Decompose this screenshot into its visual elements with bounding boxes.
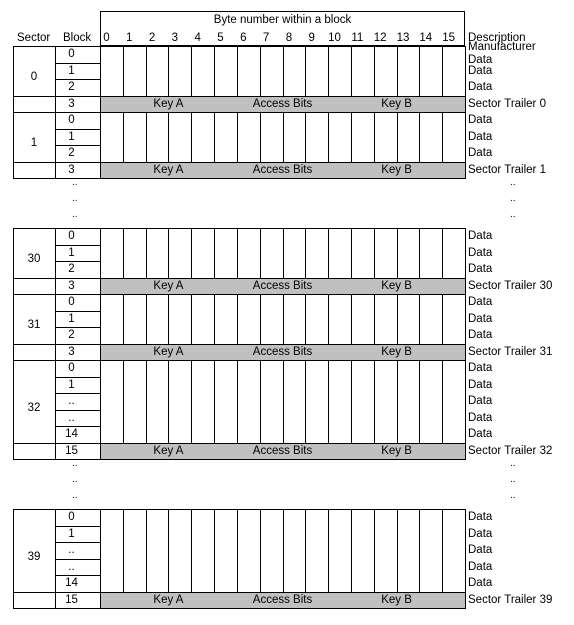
block-number: 2: [68, 329, 75, 341]
description: Data: [468, 312, 493, 325]
byte-column-line: [237, 294, 238, 344]
byte-number: 11: [351, 32, 364, 44]
byte-column-line: [123, 228, 124, 278]
description: Data: [468, 54, 493, 66]
ellipsis-block: ..: [72, 193, 78, 204]
description: Data: [468, 411, 493, 424]
block-number: 14: [65, 577, 78, 589]
byte-column-line: [419, 228, 420, 278]
block-number: 3: [68, 345, 75, 358]
byte-column-line: [442, 360, 443, 443]
description: Data: [468, 395, 493, 407]
block-number: 0: [68, 230, 75, 242]
byte-column-line: [146, 294, 147, 344]
byte-column-line: [191, 112, 192, 162]
byte-column-line: [442, 112, 443, 162]
byte-column-line: [191, 46, 192, 96]
description: Data: [468, 544, 493, 556]
byte-number: 13: [396, 32, 410, 44]
byte-column-line: [397, 228, 398, 278]
description: Sector Trailer 1: [468, 163, 546, 176]
byte-column-line: [374, 46, 375, 96]
sector-bottom-border: [13, 178, 466, 179]
byte-column-line: [442, 46, 443, 96]
key-b-field: Key B: [381, 593, 412, 606]
grid-right-border: [465, 509, 466, 608]
byte-column-line: [419, 46, 420, 96]
description: Data: [468, 362, 493, 374]
byte-column-line: [283, 46, 284, 96]
byte-number: 8: [285, 32, 293, 44]
sector-column-label: Sector: [17, 32, 51, 44]
byte-number: 3: [171, 32, 179, 44]
byte-number: 15: [442, 32, 455, 44]
description: Data: [468, 296, 493, 308]
block-number: 1: [68, 130, 75, 143]
byte-column-line: [214, 46, 215, 96]
byte-column-line: [237, 228, 238, 278]
byte-column-line: [214, 228, 215, 278]
byte-column-line: [191, 509, 192, 592]
block-number: 15: [65, 593, 78, 606]
description: Data: [468, 560, 493, 573]
block-number: 2: [68, 81, 75, 93]
byte-number: 2: [148, 32, 156, 44]
key-a-field: Key A: [153, 345, 184, 358]
description: Data: [468, 130, 493, 143]
trailer-top-line: [13, 162, 55, 163]
byte-number: 5: [217, 32, 224, 44]
byte-column-line: [305, 228, 306, 278]
byte-column-line: [283, 509, 284, 592]
description: Sector Trailer 32: [468, 444, 553, 457]
byte-column-line: [146, 46, 147, 96]
byte-column-line: [191, 228, 192, 278]
byte-column-line: [146, 509, 147, 592]
grid-right-border: [465, 360, 466, 459]
byte-column-line: [351, 228, 352, 278]
byte-column-line: [123, 112, 124, 162]
byte-number: 4: [194, 32, 201, 44]
sector-number: 30: [27, 253, 41, 265]
byte-column-line: [442, 509, 443, 592]
byte-column-line: [214, 509, 215, 592]
byte-column-line: [260, 509, 261, 592]
byte-column-line: [397, 46, 398, 96]
byte-column-line: [419, 294, 420, 344]
block-number: 3: [68, 163, 75, 176]
ellipsis-block: ..: [72, 209, 78, 220]
block-number: 3: [68, 97, 75, 110]
trailer-top-line: [13, 96, 55, 97]
block-number: 1: [68, 312, 75, 325]
key-b-field: Key B: [381, 163, 412, 176]
byte-column-line: [374, 360, 375, 443]
block-number: 0: [68, 114, 75, 126]
byte-column-line: [146, 228, 147, 278]
key-a-field: Key A: [153, 444, 184, 457]
description: Data: [468, 246, 493, 259]
description: Data: [468, 81, 493, 93]
byte-column-line: [146, 112, 147, 162]
block-number: ..: [68, 544, 75, 556]
byte-number: 0: [103, 32, 110, 44]
byte-column-line: [328, 228, 329, 278]
block-number: ..: [68, 411, 75, 424]
description: Sector Trailer 30: [468, 279, 553, 292]
description: Data: [468, 147, 493, 159]
trailer-top-line: [13, 443, 55, 444]
ellipsis-description: ..: [510, 209, 516, 220]
sector-number: 32: [27, 401, 41, 414]
description: Data: [468, 527, 493, 540]
trailer-top-line: [13, 278, 55, 279]
block-number: 3: [68, 279, 75, 292]
byte-column-line: [397, 509, 398, 592]
block-number: ..: [68, 395, 75, 407]
block-number: 1: [68, 378, 75, 391]
byte-column-line: [397, 294, 398, 344]
byte-column-line: [168, 228, 169, 278]
access-bits-field: Access Bits: [252, 163, 313, 176]
byte-column-line: [351, 112, 352, 162]
byte-column-line: [397, 112, 398, 162]
byte-column-line: [328, 46, 329, 96]
ellipsis-block: ..: [72, 490, 78, 501]
byte-header-title: Byte number within a block: [213, 14, 352, 26]
block-number: 0: [68, 296, 75, 308]
sector-bottom-border: [13, 459, 466, 460]
block-number: 2: [68, 147, 75, 159]
trailer-top-line: [13, 592, 55, 593]
byte-column-line: [283, 294, 284, 344]
byte-column-line: [168, 360, 169, 443]
key-b-field: Key B: [381, 97, 412, 110]
byte-column-line: [123, 294, 124, 344]
byte-column-line: [237, 360, 238, 443]
byte-column-line: [374, 228, 375, 278]
byte-column-line: [328, 509, 329, 592]
byte-column-line: [351, 509, 352, 592]
byte-column-line: [214, 360, 215, 443]
byte-number: 12: [373, 32, 387, 44]
byte-column-line: [237, 46, 238, 96]
byte-column-line: [191, 294, 192, 344]
byte-column-line: [351, 360, 352, 443]
ellipsis-description: ..: [510, 490, 516, 501]
byte-column-line: [191, 360, 192, 443]
byte-column-line: [305, 294, 306, 344]
byte-column-line: [442, 228, 443, 278]
byte-column-line: [305, 360, 306, 443]
description: Data: [468, 114, 493, 126]
sector-number: 0: [30, 71, 38, 83]
block-number: 0: [68, 48, 75, 60]
byte-column-line: [168, 509, 169, 592]
byte-column-line: [305, 46, 306, 96]
byte-column-line: [260, 360, 261, 443]
description: Data: [468, 230, 493, 242]
description: Data: [468, 511, 493, 523]
grid-right-border: [465, 294, 466, 360]
byte-column-line: [123, 46, 124, 96]
byte-column-line: [260, 46, 261, 96]
byte-number: 7: [262, 32, 270, 44]
byte-number: 9: [308, 32, 315, 44]
key-b-field: Key B: [381, 345, 412, 358]
byte-column-line: [351, 46, 352, 96]
ellipsis-description: ..: [510, 177, 516, 188]
byte-column-line: [305, 509, 306, 592]
byte-column-line: [283, 360, 284, 443]
byte-column-line: [260, 294, 261, 344]
byte-column-line: [260, 228, 261, 278]
description-column-label: Description: [468, 32, 526, 44]
byte-column-line: [168, 112, 169, 162]
description: Sector Trailer 31: [468, 345, 553, 358]
description: Data: [468, 64, 493, 77]
ellipsis-description: ..: [510, 474, 516, 485]
ellipsis-description: ..: [510, 193, 516, 204]
byte-column-line: [283, 112, 284, 162]
grid-right-border: [465, 112, 466, 178]
key-a-field: Key A: [153, 279, 184, 292]
byte-column-line: [123, 360, 124, 443]
access-bits-field: Access Bits: [252, 444, 313, 457]
byte-number: 10: [328, 32, 341, 44]
byte-column-line: [442, 294, 443, 344]
byte-column-line: [237, 509, 238, 592]
description: Sector Trailer 0: [468, 97, 546, 110]
key-a-field: Key A: [153, 593, 184, 606]
byte-number: 6: [240, 32, 247, 44]
block-number: 0: [68, 362, 75, 374]
byte-column-line: [328, 360, 329, 443]
ellipsis-block: ..: [72, 177, 78, 188]
description: Data: [468, 577, 493, 589]
block-number: 15: [65, 444, 78, 457]
byte-column-line: [374, 112, 375, 162]
byte-column-line: [214, 294, 215, 344]
access-bits-field: Access Bits: [252, 97, 313, 110]
block-number: 2: [68, 263, 75, 275]
trailer-top-line: [13, 344, 55, 345]
byte-column-line: [283, 228, 284, 278]
byte-column-line: [374, 509, 375, 592]
byte-column-line: [260, 112, 261, 162]
byte-number: 1: [126, 32, 133, 44]
block-number: 1: [68, 527, 75, 540]
key-b-field: Key B: [381, 444, 412, 457]
byte-number: 14: [419, 32, 433, 44]
byte-column-line: [419, 360, 420, 443]
grid-right-border: [465, 228, 466, 294]
access-bits-field: Access Bits: [252, 593, 313, 606]
block-number: 14: [65, 428, 78, 440]
description: Data: [468, 329, 493, 341]
description: Sector Trailer 39: [468, 593, 553, 606]
byte-column-line: [214, 112, 215, 162]
ellipsis-description: ..: [510, 458, 516, 469]
key-a-field: Key A: [153, 163, 184, 176]
block-number: 1: [68, 246, 75, 259]
description: Data: [468, 263, 493, 275]
byte-column-line: [168, 294, 169, 344]
ellipsis-block: ..: [72, 458, 78, 469]
byte-column-line: [328, 112, 329, 162]
byte-column-line: [419, 112, 420, 162]
block-number: ..: [68, 560, 75, 573]
sector-bottom-border: [13, 608, 466, 609]
sector-number: 31: [27, 319, 41, 331]
byte-column-line: [374, 294, 375, 344]
byte-column-line: [351, 294, 352, 344]
key-b-field: Key B: [381, 279, 412, 292]
byte-column-line: [397, 360, 398, 443]
grid-right-border: [465, 46, 466, 112]
key-a-field: Key A: [153, 97, 184, 110]
byte-column-line: [328, 294, 329, 344]
ellipsis-block: ..: [72, 474, 78, 485]
sector-number: 39: [27, 550, 41, 563]
description: Data: [468, 378, 493, 391]
access-bits-field: Access Bits: [252, 345, 313, 358]
byte-column-line: [146, 360, 147, 443]
block-number: 0: [68, 511, 75, 523]
byte-column-line: [123, 509, 124, 592]
description: Data: [468, 428, 493, 440]
access-bits-field: Access Bits: [252, 279, 313, 292]
byte-column-line: [237, 112, 238, 162]
block-number: 1: [68, 64, 75, 77]
sector-number: 1: [30, 137, 38, 149]
block-column-label: Block: [63, 32, 92, 44]
byte-column-line: [168, 46, 169, 96]
byte-column-line: [305, 112, 306, 162]
byte-column-line: [419, 509, 420, 592]
description: Manufacturer: [468, 41, 536, 53]
